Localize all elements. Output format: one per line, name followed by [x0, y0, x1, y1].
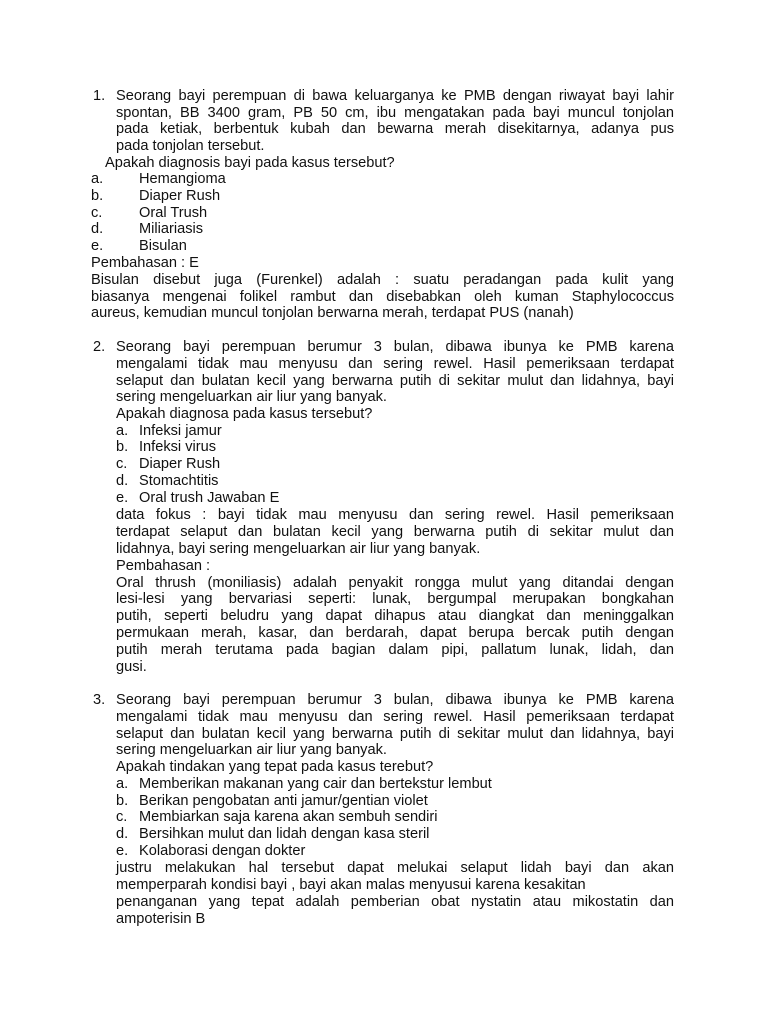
option-text: Stomachtitis: [139, 473, 219, 489]
option-text: Hemangioma: [139, 171, 226, 187]
q1-stem-line: Seorang bayi perempuan di bawa keluarganya ke PMB dengan riwayat bayi lahir: [116, 88, 674, 104]
option-letter: c.: [116, 809, 128, 825]
option-letter: a.: [91, 171, 104, 187]
option-text: Diaper Rush: [139, 188, 221, 204]
q3-question: Apakah tindakan yang tepat pada kasus terebut?: [116, 759, 434, 775]
option-text: Bisulan: [139, 238, 187, 254]
option-letter: d.: [116, 826, 129, 842]
q3-stem-line: Seorang bayi perempuan berumur 3 bulan, dibawa ibunya ke PMB karena: [116, 692, 674, 708]
q3-explanation-line: penanganan yang tepat adalah pemberian obat nystatin atau mikostatin dan: [116, 894, 674, 910]
q1-stem-line: spontan, BB 3400 gram, PB 50 cm, ibu mengatakan pada bayi muncul tonjolan: [116, 105, 674, 121]
q3-number: 3.: [93, 692, 106, 708]
option-letter: b.: [91, 188, 104, 204]
option-text: Bersihkan mulut dan lidah dengan kasa steril: [139, 826, 430, 842]
q2-focus-line: lidahnya, bayi sering mengeluarkan air liur yang banyak.: [116, 541, 481, 557]
q1-question: Apakah diagnosis bayi pada kasus tersebut?: [105, 155, 395, 171]
option-text: Memberikan makanan yang cair dan bertekstur lembut: [139, 776, 492, 792]
option-text: Diaper Rush: [139, 456, 221, 472]
q2-stem-line: sering mengeluarkan air liur yang banyak.: [116, 389, 387, 405]
q1-stem-line: pada tonjolan tersebut.: [116, 138, 265, 154]
option-text: Kolaborasi dengan dokter: [139, 843, 306, 859]
q2-explanation-line: lesi-lesi yang bervariasi seperti: lunak, bergumpal merupakan bongkahan: [116, 591, 674, 607]
option-letter: b.: [116, 439, 129, 455]
q2-focus-line: terdapat selaput dan bulatan kecil yang berwarna putih di sekitar mulut dan: [116, 524, 674, 540]
q3-explanation-line: ampoterisin B: [116, 911, 206, 927]
q3-stem-line: sering mengeluarkan air liur yang banyak.: [116, 742, 387, 758]
q1-number: 1.: [93, 88, 106, 104]
q2-number: 2.: [93, 339, 106, 355]
option-letter: c.: [116, 456, 128, 472]
q3-stem-line: mengalami tidak mau menyusu dan sering rewel. Hasil pemeriksaan terdapat: [116, 709, 674, 725]
option-letter: c.: [91, 205, 103, 221]
option-text: Oral Trush: [139, 205, 208, 221]
option-letter: a.: [116, 776, 129, 792]
q1-explanation-line: biasanya mengenai folikel rambut dan disebabkan oleh kuman Staphylococcus: [91, 289, 674, 305]
q1-answer: Pembahasan : E: [91, 255, 199, 271]
q2-stem-line: Seorang bayi perempuan berumur 3 bulan, dibawa ibunya ke PMB karena: [116, 339, 674, 355]
q1-stem-line: pada ketiak, berbentuk kubah dan bewarna merah disekitarnya, adanya pus: [116, 121, 674, 137]
option-letter: a.: [116, 423, 129, 439]
q2-stem-line: selaput dan bulatan kecil yang berwarna putih di sekitar mulut dan lidahnya, bayi: [116, 373, 674, 389]
option-letter: e.: [116, 490, 129, 506]
option-letter: e.: [91, 238, 104, 254]
q1-explanation-line: Bisulan disebut juga (Furenkel) adalah : suatu peradangan pada kulit yang: [91, 272, 674, 288]
option-letter: e.: [116, 843, 129, 859]
q3-explanation-line: memperparah kondisi bayi , bayi akan malas menyusui karena kesakitan: [116, 877, 586, 893]
option-text: Miliariasis: [139, 221, 204, 237]
option-letter: d.: [91, 221, 104, 237]
q2-explanation-line: gusi.: [116, 659, 147, 675]
option-letter: b.: [116, 793, 129, 809]
q2-question: Apakah diagnosa pada kasus tersebut?: [116, 406, 373, 422]
q2-focus-line: data fokus : bayi tidak mau menyusu dan sering rewel. Hasil pemeriksaan: [116, 507, 674, 523]
option-text: Oral trush Jawaban E: [139, 490, 280, 506]
q2-discussion-label: Pembahasan :: [116, 558, 211, 574]
q1-explanation-line: aureus, kemudian muncul tonjolan berwarna merah, terdapat PUS (nanah): [91, 305, 574, 321]
option-letter: d.: [116, 473, 129, 489]
q3-stem-line: selaput dan bulatan kecil yang berwarna putih di sekitar mulut dan lidahnya, bayi: [116, 726, 674, 742]
option-text: Berikan pengobatan anti jamur/gentian violet: [139, 793, 428, 809]
q2-explanation-line: permukaan merah, kasar, dan berdarah, dapat berupa bercak putih dengan: [116, 625, 674, 641]
q2-stem-line: mengalami tidak mau menyusu dan sering rewel. Hasil pemeriksaan terdapat: [116, 356, 674, 372]
option-text: Infeksi jamur: [139, 423, 222, 439]
option-text: Membiarkan saja karena akan sembuh sendiri: [139, 809, 438, 825]
q2-explanation-line: Oral thrush (moniliasis) adalah penyakit rongga mulut yang ditandai dengan: [116, 575, 674, 591]
q2-explanation-line: putih merah terutama pada bagian dalam pipi, pallatum lunak, lidah, dan: [116, 642, 674, 658]
q3-explanation-line: justru melakukan hal tersebut dapat melukai selaput lidah bayi dan akan: [116, 860, 674, 876]
q2-explanation-line: putih, seperti beludru yang dapat dihapus atau diangkat dan meninggalkan: [116, 608, 674, 624]
option-text: Infeksi virus: [139, 439, 217, 455]
